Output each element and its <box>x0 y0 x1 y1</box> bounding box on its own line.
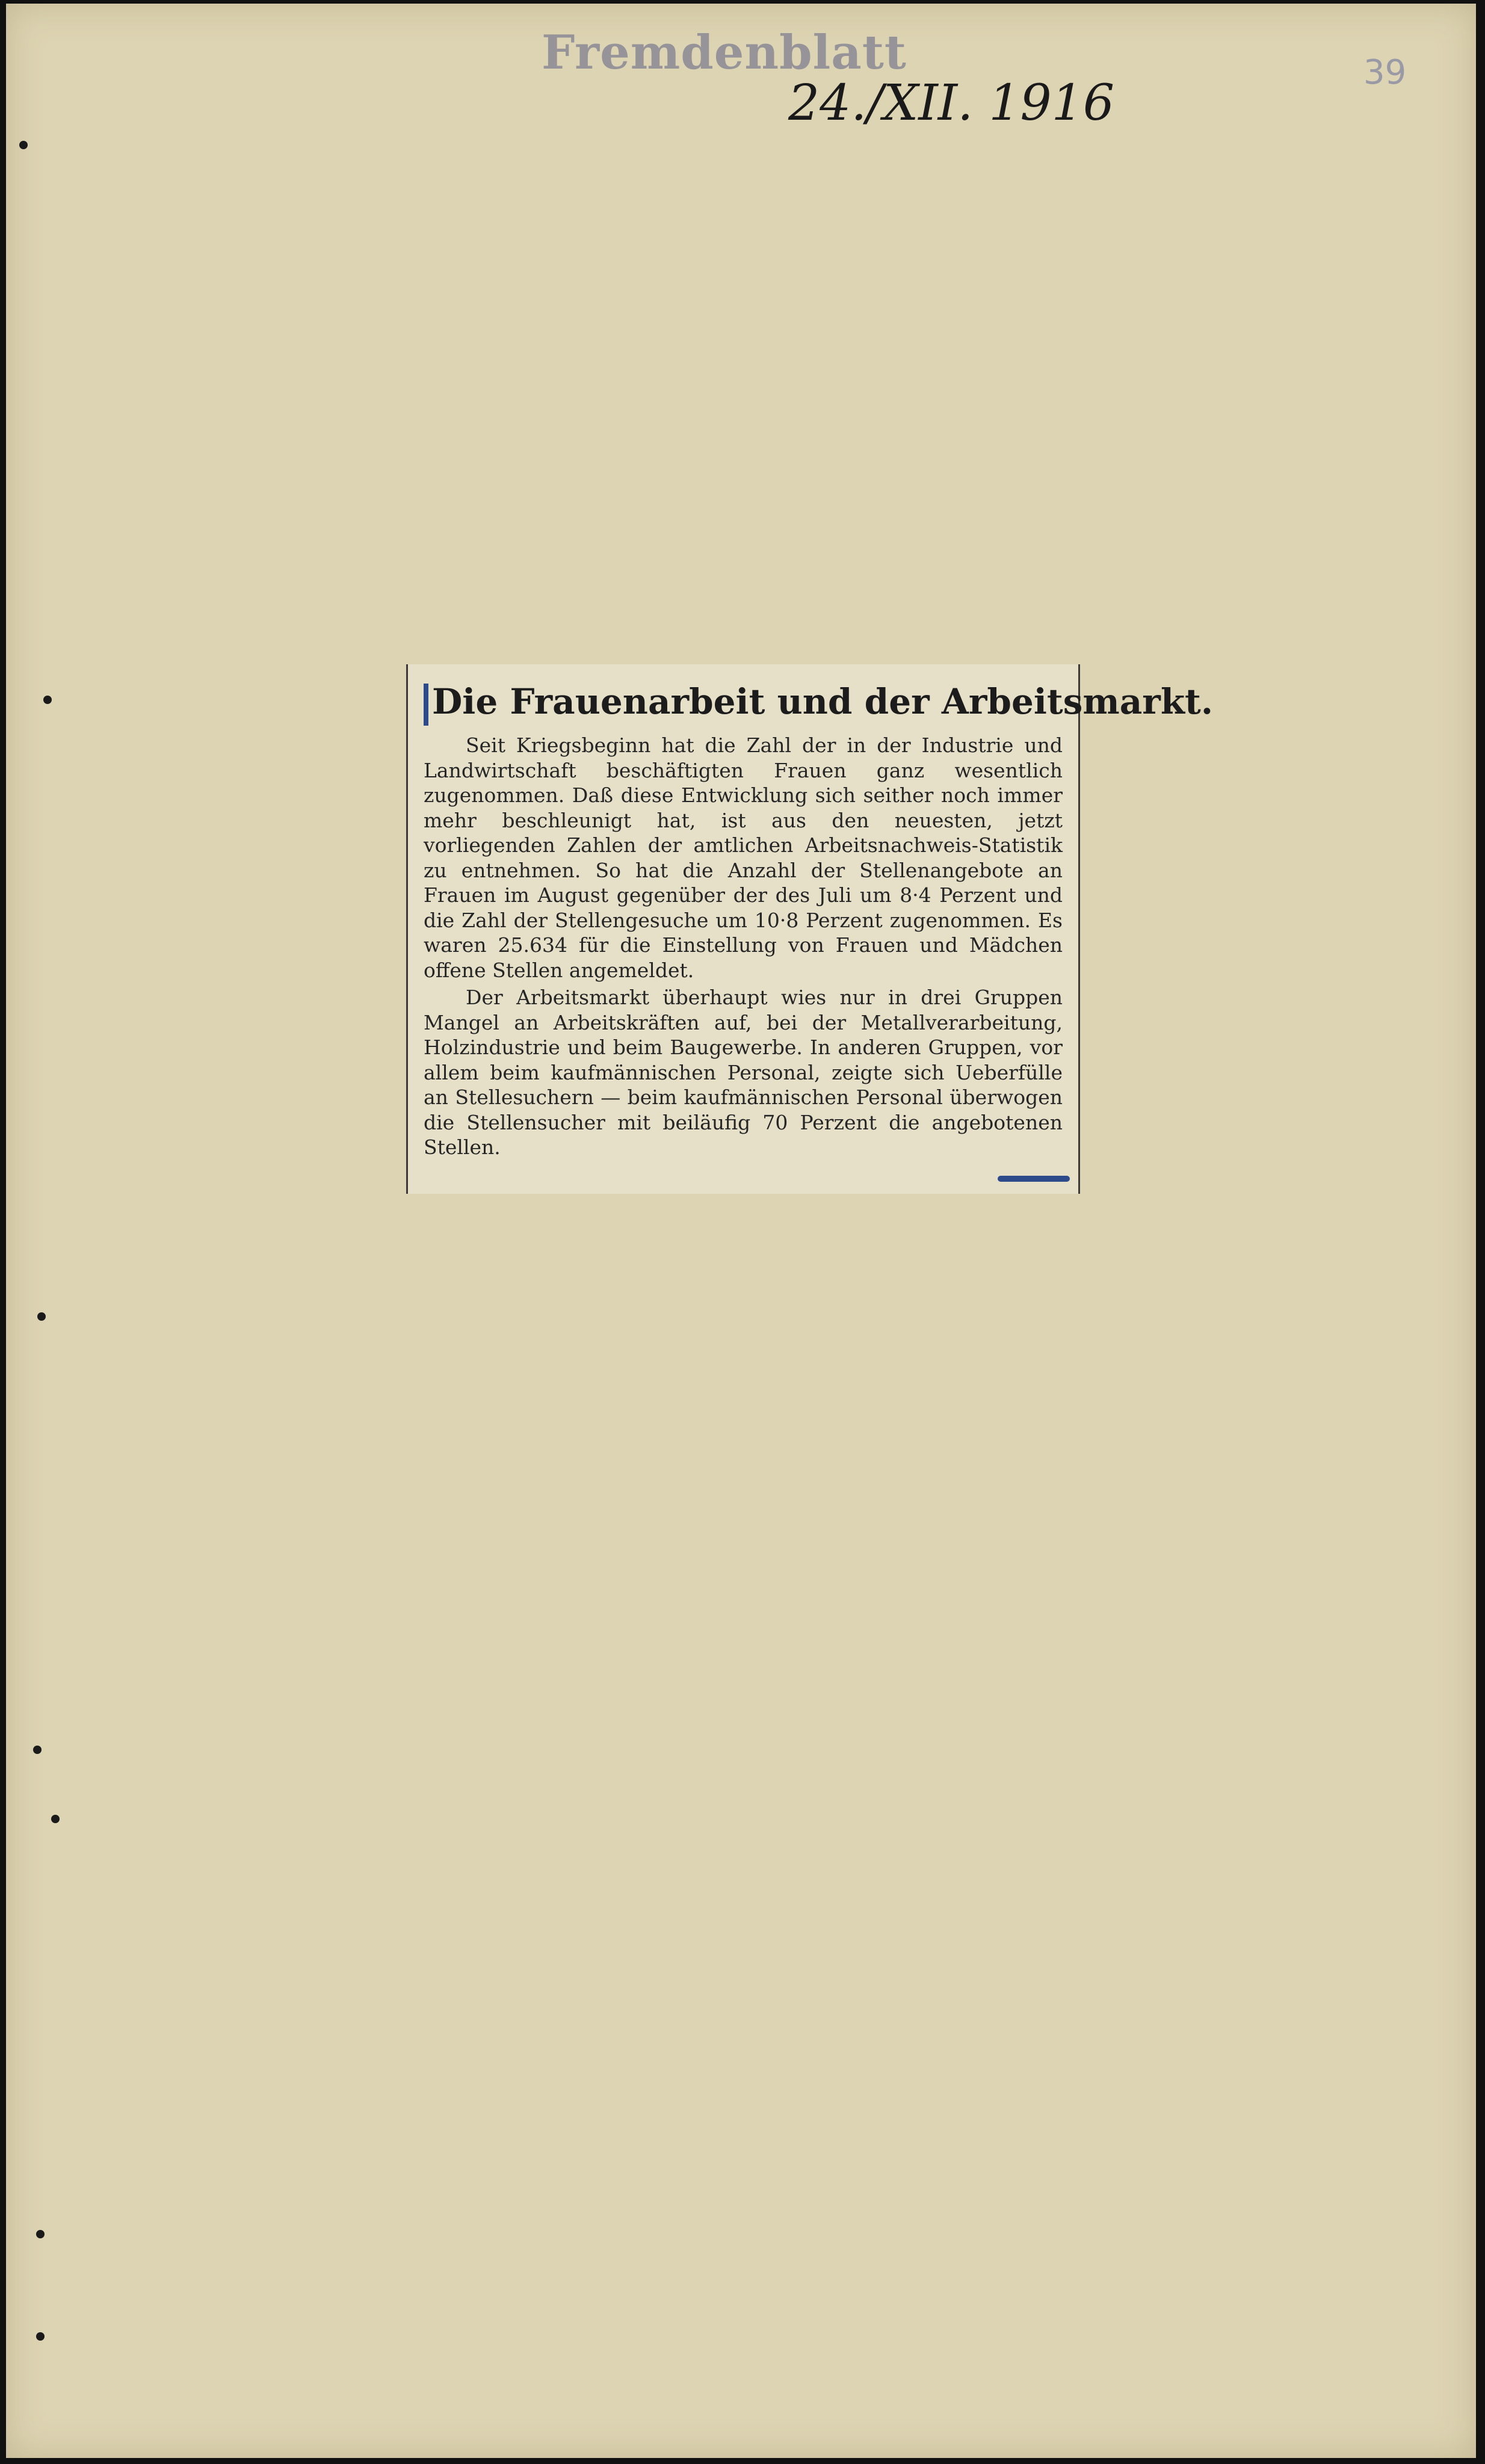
punch-hole <box>51 1815 60 1823</box>
article-title: Die Frauenarbeit und der Arbeitsmarkt. <box>424 676 1063 727</box>
punch-hole <box>36 2332 45 2341</box>
punch-hole <box>36 2230 45 2238</box>
newspaper-clipping <box>406 664 1214 1194</box>
punch-hole <box>37 1312 46 1321</box>
page-number: 39 <box>1363 53 1407 92</box>
article-paragraph: Der Arbeitsmarkt überhaupt wies nur in drei Gruppen Mangel an Arbeitskräften auf, bei der Metallverarbeitung, Holzindustrie und beim Baugewerbe. In anderen Gruppen, vor allem beim kaufmännischen Personal, zeigte sich Ueberfülle an Stellesuchern — beim kaufmännischen Personal überwogen die Stellensucher mit beiläufig 70 Perzent die angebotenen Stellen. <box>424 986 1063 1159</box>
handwritten-date: 24./XII. 1916 <box>788 75 1115 132</box>
article-paragraph: Seit Kriegsbeginn hat die Zahl der in der Industrie und Landwirtschaft beschäftigten Frauen ganz wesentlich zugenommen. Daß diese Entwicklung sich seither noch immer mehr beschleunigt hat, ist aus den neuesten, jetzt vorliegenden Zahlen der amtlichen Arbeitsnachweis-Statistik zu entnehmen. So hat die Anzahl der Stellenangebote an Frauen im August gegenüber der des Juli um 8·4 Perzent und die Zahl der Stellengesuche um 10·8 Perzent zugenommen. Es waren 25.634 für die Einstellung von Frauen und Mädchen offene Stellen angemeldet. <box>424 733 1063 982</box>
punch-hole <box>33 1746 42 1754</box>
blue-pencil-mark <box>998 1176 1070 1182</box>
archive-sheet <box>6 4 1476 2458</box>
punch-hole <box>43 696 52 704</box>
newspaper-stamp: Fremdenblatt <box>542 25 907 80</box>
punch-hole <box>19 141 28 149</box>
